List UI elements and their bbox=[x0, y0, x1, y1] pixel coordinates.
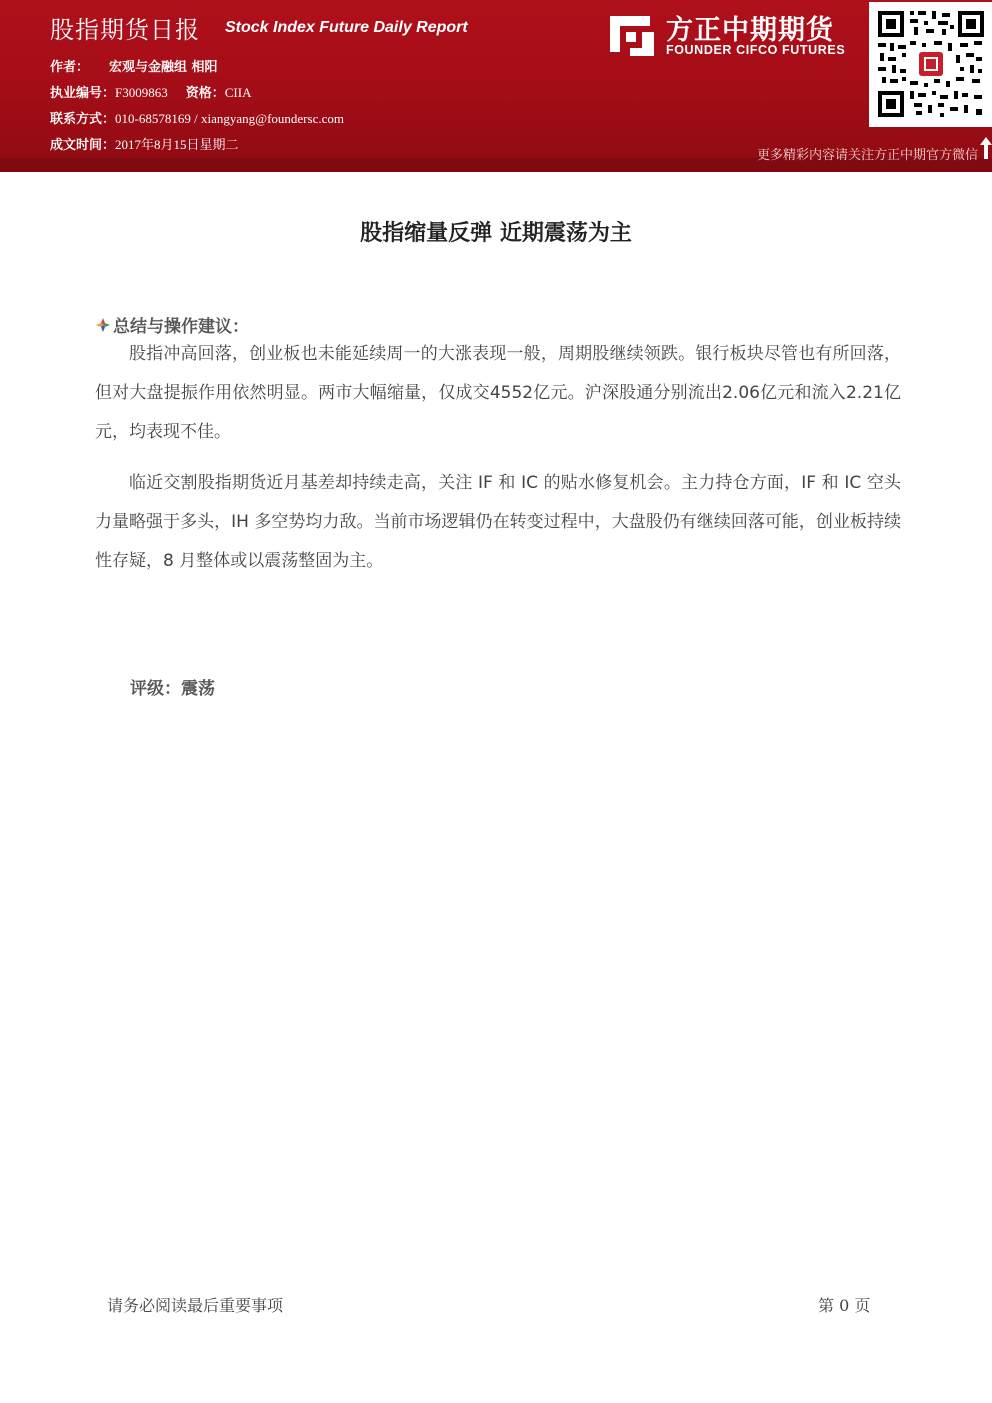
license-line bbox=[50, 82, 251, 101]
author-label: 作者： bbox=[50, 60, 90, 75]
rating-text: 评级：震荡 bbox=[130, 679, 215, 699]
report-title-en: Stock Index Future Daily Report bbox=[225, 19, 468, 36]
company-logo bbox=[606, 8, 862, 60]
paragraph-1: 股指冲高回落，创业板也未能延续周一的大涨表现一般，周期股继续领跌。银行板块尽管也有所回落，但对大盘提振作用依然明显。两市大幅缩量，仅成交4552亿元。沪深股通分别流出2.06亿元和流入2.21亿元，均表现不佳。 bbox=[95, 344, 901, 442]
date-label: 成文时间： bbox=[50, 138, 116, 153]
section-heading-text: 总结与操作建议： bbox=[113, 317, 249, 337]
contact-line bbox=[50, 108, 344, 127]
date-value: 2017年8月15日星期二 bbox=[115, 137, 239, 152]
diamond-bullet-icon bbox=[95, 317, 111, 333]
wechat-follow-tip: 更多精彩内容请关注方正中期官方微信 bbox=[756, 148, 978, 163]
section-heading bbox=[95, 312, 249, 337]
logo-mark-icon bbox=[606, 8, 658, 60]
up-arrow-icon bbox=[980, 137, 992, 159]
wechat-qr-code bbox=[869, 2, 992, 127]
qr-code-icon bbox=[876, 9, 986, 119]
footer-notice: 请务必阅读最后重要事项 bbox=[107, 1296, 284, 1315]
logo-text-cn: 方正中期期货 bbox=[666, 15, 834, 46]
date-line bbox=[50, 134, 239, 153]
license-label: 执业编号： bbox=[50, 86, 116, 101]
contact-label: 联系方式： bbox=[50, 112, 116, 127]
license-value: F3009863 bbox=[115, 85, 168, 100]
report-title-cn: 股指期货日报 bbox=[50, 16, 200, 44]
qualification-value: CIIA bbox=[224, 85, 252, 100]
qualification-label: 资格： bbox=[185, 86, 225, 101]
paragraph-2: 临近交割股指期货近月基差却持续走高，关注 IF 和 IC 的贴水修复机会。主力持仓方面，IF 和 IC 空头力量略强于多头，IH 多空势均力敌。当前市场逻辑仍在转变过程中，大盘股仍有继续回落可能，创业板持续性存疑，8 月整体或以震荡整固为主。 bbox=[95, 473, 901, 571]
logo-text-en: FOUNDER CIFCO FUTURES bbox=[666, 43, 846, 57]
report-header bbox=[0, 0, 992, 172]
document-title: 股指缩量反弹 近期震荡为主 bbox=[360, 221, 632, 246]
author-line bbox=[50, 56, 218, 75]
page-number: 第 0 页 bbox=[818, 1296, 871, 1315]
contact-value: 010-68578169 / xiangyang@foundersc.com bbox=[115, 111, 344, 126]
author-value: 宏观与金融组 相阳 bbox=[109, 60, 218, 75]
